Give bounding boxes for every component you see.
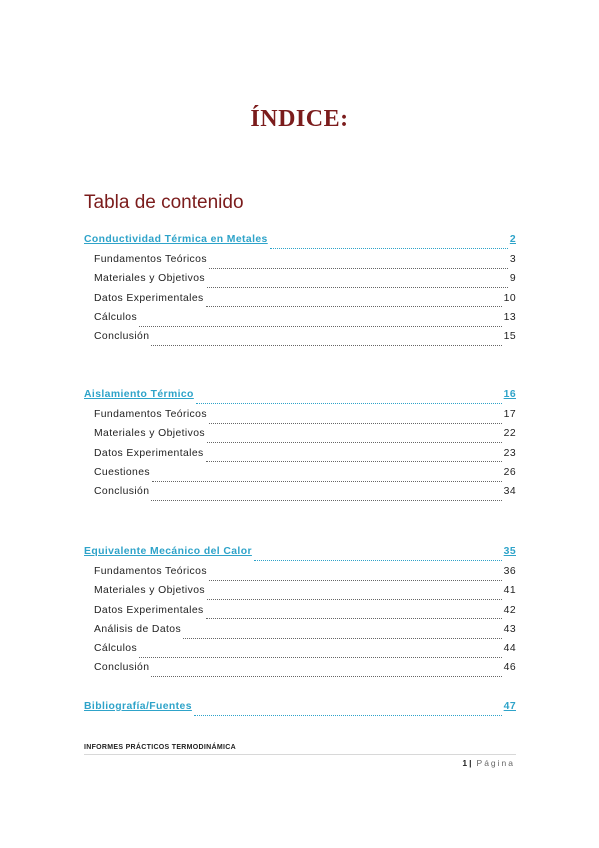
dot-leader	[209, 267, 508, 269]
toc-entry-link-page: 42	[503, 604, 516, 616]
toc-entry-link-label: Conclusión	[94, 331, 150, 343]
toc-entry-link-label: Materiales y Objetivos	[94, 273, 206, 285]
dot-leader	[183, 637, 502, 639]
toc-heading: Tabla de contenido	[84, 192, 244, 213]
toc-entry-link-label: Cálculos	[94, 643, 138, 655]
dot-leader	[206, 617, 502, 619]
dot-leader	[151, 344, 501, 346]
dot-leader	[209, 422, 502, 424]
toc-section-link-page: 16	[503, 389, 516, 400]
toc-entry-link-page: 22	[503, 428, 516, 440]
toc-entry-link[interactable]	[84, 293, 516, 312]
dot-leader	[152, 480, 502, 482]
toc-section-link[interactable]	[84, 389, 516, 409]
toc-entry-link[interactable]	[84, 486, 516, 505]
dot-leader	[206, 305, 502, 307]
toc-entry-link[interactable]	[84, 585, 516, 604]
toc-entry-link-page: 43	[503, 623, 516, 635]
toc-section-link-page: 47	[503, 701, 516, 712]
toc-entry-link-label: Cuestiones	[94, 466, 150, 478]
toc-entry-link-label: Conclusión	[94, 662, 150, 674]
toc-entry-link[interactable]	[84, 624, 516, 643]
toc-entry-link-page: 36	[503, 566, 516, 577]
toc-entry-link-page: 3	[509, 254, 516, 265]
toc-entry-link-label: Análisis de Datos	[94, 623, 182, 635]
toc-entry-link-page: 41	[503, 585, 516, 597]
dot-leader	[254, 559, 502, 561]
dot-leader	[151, 499, 501, 501]
toc-entry-link[interactable]	[84, 273, 516, 292]
footer-text: INFORMES PRÁCTICOS TERMODINÁMICA	[84, 744, 236, 751]
toc-entry-link-page: 23	[503, 447, 516, 459]
toc-entry-link-page: 17	[503, 409, 516, 420]
toc-section	[84, 546, 516, 682]
toc-section-link[interactable]	[84, 701, 516, 721]
toc-entry-link[interactable]	[84, 467, 516, 486]
document-title: ÍNDICE:	[250, 106, 349, 132]
toc-entry-link-label: Materiales y Objetivos	[94, 428, 206, 440]
toc-entry-link-label: Fundamentos Teóricos	[94, 566, 207, 577]
footer-page-number: 1	[462, 758, 468, 768]
toc-entry-link-label: Conclusión	[94, 486, 150, 498]
toc-section-link-label: Aislamiento Térmico	[84, 389, 194, 400]
toc-section-link-label: Equivalente Mecánico del Calor	[84, 546, 252, 557]
toc-entry-link-label: Datos Experimentales	[94, 604, 204, 616]
toc-section	[84, 701, 516, 721]
footer-page-word: Página	[476, 758, 515, 768]
toc-entry-link-label: Datos Experimentales	[94, 447, 204, 459]
toc-entry-link-label: Fundamentos Teóricos	[94, 409, 207, 420]
toc-entry-link[interactable]	[84, 254, 516, 273]
toc-entry-link-page: 26	[503, 466, 516, 478]
toc-section-link[interactable]	[84, 234, 516, 254]
toc-entry-link-label: Materiales y Objetivos	[94, 585, 206, 597]
toc-section-link-label: Conductividad Térmica en Metales	[84, 234, 268, 245]
footer-separator: |	[469, 758, 474, 768]
dot-leader	[196, 402, 502, 404]
dot-leader	[270, 247, 508, 249]
toc-entry-link-page: 34	[503, 486, 516, 498]
toc-section-link-page: 2	[509, 234, 516, 245]
footer-rule	[84, 754, 516, 755]
dot-leader	[139, 656, 502, 658]
toc-section-link-label: Bibliografía/Fuentes	[84, 701, 192, 712]
toc-entry-link[interactable]	[84, 662, 516, 681]
toc-entry-link[interactable]	[84, 312, 516, 331]
toc-entry-link[interactable]	[84, 643, 516, 662]
toc-entry-link[interactable]	[84, 409, 516, 428]
dot-leader	[139, 325, 502, 327]
dot-leader	[207, 441, 502, 443]
toc-entry-link[interactable]	[84, 448, 516, 467]
toc-entry-link[interactable]	[84, 331, 516, 350]
toc-entry-link-page: 9	[509, 273, 516, 285]
dot-leader	[151, 675, 501, 677]
toc-entry-link-page: 44	[503, 643, 516, 655]
toc-entry-link-page: 46	[503, 662, 516, 674]
toc-entry-link[interactable]	[84, 566, 516, 585]
dot-leader	[209, 579, 502, 581]
dot-leader	[207, 598, 502, 600]
toc-section	[84, 389, 516, 505]
toc-entry-link-page: 15	[503, 331, 516, 343]
toc-entry-link-label: Cálculos	[94, 311, 138, 323]
toc-entry-link-label: Datos Experimentales	[94, 292, 204, 304]
toc-section-link[interactable]	[84, 546, 516, 566]
toc-entry-link-label: Fundamentos Teóricos	[94, 254, 207, 265]
toc-section-link-page: 35	[503, 546, 516, 557]
toc-section	[84, 234, 516, 350]
toc-entry-link[interactable]	[84, 428, 516, 447]
toc-entry-link-page: 13	[503, 311, 516, 323]
toc-entry-link[interactable]	[84, 605, 516, 624]
footer-page	[462, 758, 515, 768]
dot-leader	[206, 460, 502, 462]
toc-entry-link-page: 10	[503, 292, 516, 304]
dot-leader	[207, 286, 508, 288]
dot-leader	[194, 714, 502, 716]
